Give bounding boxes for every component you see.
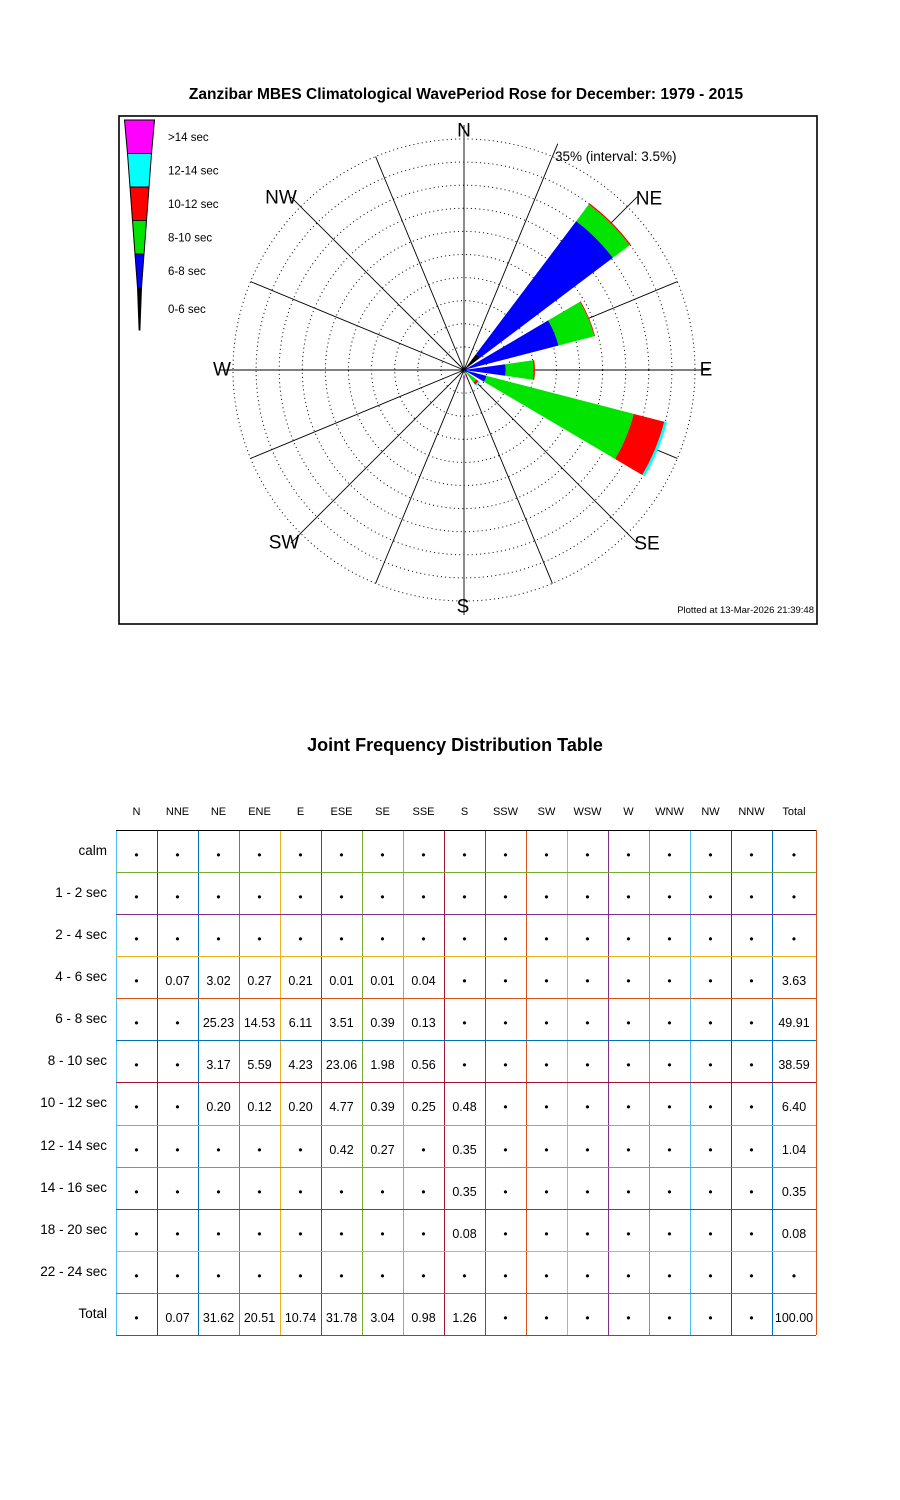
table-cell: • [462, 1016, 467, 1031]
table-cell: • [421, 848, 426, 862]
table-cell: 6.11 [288, 1016, 313, 1031]
table-cell: • [749, 974, 754, 989]
chart-title: Zanzibar MBES Climatological WavePeriod Rose for December: 1979 - 2015 [188, 86, 744, 103]
table-cell: 4.23 [288, 1058, 313, 1073]
table-cell: • [544, 1058, 549, 1073]
grid-line-h [116, 914, 816, 915]
table-row-label: 12 - 14 sec [40, 1137, 107, 1153]
table-cell: 1.98 [370, 1058, 395, 1073]
rose-spoke [376, 157, 464, 370]
table-cell: • [216, 1268, 221, 1283]
grid-line-h [116, 956, 816, 957]
table-cell: 0.56 [411, 1058, 436, 1073]
grid-line-h [116, 1125, 816, 1126]
table-cell: 1.04 [781, 1142, 807, 1157]
table-cell: • [257, 1226, 262, 1241]
table-cell: • [503, 890, 508, 905]
rose-spoke [291, 370, 464, 543]
table-cell: 0.35 [452, 1184, 477, 1199]
table-cell: • [708, 932, 713, 947]
table-cell: • [585, 1058, 590, 1073]
legend-swatch [135, 254, 144, 288]
table-cell: • [175, 1100, 180, 1115]
table-cell: • [544, 1184, 549, 1199]
table-cell: • [503, 1100, 508, 1115]
table-cell: • [380, 1226, 385, 1241]
table-cell: • [749, 1310, 754, 1325]
table-cell: • [503, 848, 508, 862]
table-cell: 1.26 [452, 1310, 477, 1325]
table-cell: • [421, 1226, 426, 1241]
legend-swatch [128, 154, 152, 188]
table-cell: • [667, 1268, 672, 1283]
table-cell: • [175, 1184, 180, 1199]
table-cell: 0.20 [288, 1100, 313, 1115]
table-cell: 0.39 [370, 1100, 395, 1115]
table-cell: • [134, 932, 139, 947]
table-cell: • [503, 1184, 508, 1199]
grid-line-h [116, 1167, 816, 1168]
table-cell: • [175, 1226, 180, 1241]
table-cell: • [544, 890, 549, 905]
table-cell: • [544, 1310, 549, 1325]
table-cell: • [216, 1226, 221, 1241]
table-cell: • [339, 1184, 344, 1199]
table-cell: • [134, 1310, 139, 1325]
table-cell: • [175, 848, 180, 862]
direction-label: S [456, 596, 470, 618]
table-cell: • [667, 1310, 672, 1325]
table-header-cell: WSW [573, 806, 602, 818]
table-cell: • [257, 1268, 262, 1283]
table-cell: • [503, 932, 508, 947]
rose-spoke [251, 282, 464, 370]
table-cell: • [339, 848, 344, 862]
table-header-cell: NW [701, 806, 720, 818]
table-cell: • [708, 1016, 713, 1031]
legend-swatch [125, 120, 155, 154]
table-cell: 25.23 [202, 1016, 235, 1031]
table-cell: • [216, 848, 221, 862]
table-row-label: 18 - 20 sec [40, 1221, 107, 1237]
table-cell: • [667, 1058, 672, 1073]
table-header-cell: E [296, 806, 305, 818]
table-cell: • [585, 974, 590, 989]
legend-swatch [133, 221, 147, 255]
table-cell: 0.35 [781, 1184, 807, 1199]
table-cell: • [175, 1142, 180, 1157]
table-row-label: 14 - 16 sec [40, 1179, 107, 1195]
table-cell: • [708, 1142, 713, 1157]
grid-line-h [116, 1040, 816, 1041]
table-cell: 31.78 [325, 1310, 358, 1325]
table-cell: • [503, 974, 508, 989]
scale-label: 35% (interval: 3.5%) [555, 149, 677, 164]
table-row-label: 8 - 10 sec [47, 1053, 107, 1069]
table-cell: • [462, 974, 467, 989]
table-cell: • [626, 1058, 631, 1073]
rose-petal-segment [463, 375, 465, 378]
table-cell: • [298, 932, 303, 947]
table-cell: • [708, 890, 713, 905]
table-header-cell: ENE [248, 806, 271, 818]
grid-line-h [116, 1293, 816, 1294]
table-cell: 0.20 [206, 1100, 231, 1115]
table-cell: • [544, 1226, 549, 1241]
table-cell: 0.35 [452, 1142, 477, 1157]
table-cell: • [585, 848, 590, 862]
table-cell: • [626, 1268, 631, 1283]
direction-label: E [699, 359, 713, 381]
direction-label: NW [265, 187, 297, 209]
table-cell: 0.27 [370, 1142, 395, 1157]
table-cell: • [462, 932, 467, 947]
table-cell: • [421, 1142, 426, 1157]
table-cell: • [503, 1058, 508, 1073]
rose-spoke [251, 370, 464, 458]
legend-label: >14 sec [168, 131, 209, 144]
table-cell: • [749, 1016, 754, 1031]
table-cell: • [175, 1016, 180, 1031]
table-cell: • [421, 890, 426, 905]
table-cell: • [134, 1268, 139, 1283]
table-cell: 49.91 [778, 1016, 810, 1031]
table-cell: 0.98 [411, 1310, 436, 1325]
table-cell: 0.07 [165, 974, 190, 989]
grid-line-h [116, 872, 816, 873]
table-cell: • [216, 932, 221, 947]
table-cell: • [585, 1184, 590, 1199]
table-cell: • [708, 974, 713, 989]
table-cell: • [626, 1184, 631, 1199]
table-cell: • [175, 890, 180, 905]
table-cell: • [667, 890, 672, 905]
rose-petal-segment [484, 376, 634, 459]
table-cell: • [708, 848, 713, 862]
legend-swatch [130, 187, 149, 221]
table-cell: • [708, 1100, 713, 1115]
table-cell: • [667, 1142, 672, 1157]
grid-line-h [116, 1209, 816, 1210]
table-cell: • [585, 1226, 590, 1241]
table-header-cell: SSW [492, 806, 519, 818]
table-cell: • [503, 1142, 508, 1157]
table-cell: • [134, 848, 139, 862]
table-cell: • [585, 1100, 590, 1115]
table-cell: • [544, 848, 549, 862]
table-cell: 10.74 [284, 1310, 317, 1325]
table-cell: • [791, 1268, 797, 1283]
table-cell: • [175, 932, 180, 947]
rose-petal-segment [505, 360, 533, 379]
table-cell: • [585, 1016, 590, 1031]
table-cell: • [421, 932, 426, 947]
table-cell: • [626, 1100, 631, 1115]
table-cell: • [298, 1142, 303, 1157]
table-header-cell: S [460, 806, 469, 818]
table-cell: • [749, 1268, 754, 1283]
table-cell: • [749, 1058, 754, 1073]
table-cell: • [708, 1226, 713, 1241]
plotted-at-label: Plotted at 13-Mar-2026 21:39:48 [677, 605, 814, 616]
table-cell: • [544, 1016, 549, 1031]
direction-label: SW [268, 532, 300, 554]
table-cell: • [667, 1100, 672, 1115]
table-cell: • [134, 1142, 139, 1157]
table-cell: • [585, 1268, 590, 1283]
table-cell: • [626, 932, 631, 947]
table-cell: • [667, 1226, 672, 1241]
table-cell: 3.17 [206, 1058, 231, 1073]
table-cell: • [339, 890, 344, 905]
table-cell: 0.08 [781, 1226, 807, 1241]
table-cell: • [380, 1184, 385, 1199]
table-cell: • [298, 890, 303, 905]
table-row-label: 2 - 4 sec [55, 927, 107, 943]
grid-line-h [116, 830, 816, 831]
rose-spoke [376, 370, 464, 583]
table-cell: • [749, 1184, 754, 1199]
table-cell: • [380, 1268, 385, 1283]
table-cell: • [134, 1226, 139, 1241]
table-cell: • [544, 1142, 549, 1157]
table-cell: 0.04 [411, 974, 436, 989]
table-cell: • [175, 1058, 180, 1073]
table-cell: 100.00 [774, 1310, 814, 1325]
table-header-cell: SE [375, 806, 390, 818]
table-cell: 4.77 [329, 1100, 354, 1115]
table-cell: • [544, 974, 549, 989]
direction-label: W [213, 359, 231, 381]
table-row-label: calm [78, 843, 107, 858]
legend-label: 12-14 sec [168, 165, 219, 178]
legend-swatch [138, 288, 142, 331]
table-cell: • [257, 890, 262, 905]
table-cell: 14.53 [243, 1016, 276, 1031]
table-cell: • [626, 1142, 631, 1157]
table-cell: • [134, 1058, 139, 1073]
grid-line-h [116, 1335, 816, 1336]
table-cell: • [216, 890, 221, 905]
table-cell: • [298, 1184, 303, 1199]
table-cell: • [626, 848, 631, 862]
table-cell: • [216, 1142, 221, 1157]
table-row-label: 6 - 8 sec [55, 1011, 107, 1027]
direction-label: NE [635, 188, 663, 210]
table-header-cell: SW [537, 806, 556, 818]
table-cell: • [462, 890, 467, 905]
table-header-cell: W [623, 806, 634, 818]
table-cell: • [380, 848, 385, 862]
table-cell: • [626, 974, 631, 989]
table-cell: • [134, 890, 139, 905]
table-cell: • [749, 1142, 754, 1157]
table-cell: • [708, 1184, 713, 1199]
table-cell: • [626, 890, 631, 905]
grid-line-v [816, 830, 817, 1335]
table-cell: • [462, 848, 467, 862]
table-cell: • [791, 932, 797, 947]
table-row-label: Total [78, 1305, 107, 1321]
table-cell: • [749, 890, 754, 905]
table-row-label: 22 - 24 sec [40, 1263, 107, 1279]
grid-line-h [116, 998, 816, 999]
direction-label: SE [634, 533, 660, 555]
table-cell: 0.08 [452, 1226, 477, 1241]
table-cell: • [791, 890, 797, 905]
table-cell: • [667, 848, 672, 862]
table-cell: • [667, 932, 672, 947]
table-cell: • [257, 932, 262, 947]
table-cell: • [585, 1142, 590, 1157]
table-cell: 31.62 [202, 1310, 235, 1325]
table-cell: 0.07 [165, 1310, 190, 1325]
direction-label: N [457, 120, 471, 142]
table-cell: • [791, 848, 797, 862]
table-cell: 0.12 [247, 1100, 272, 1115]
table-cell: • [749, 932, 754, 947]
table-cell: • [339, 932, 344, 947]
table-cell: • [708, 1058, 713, 1073]
table-cell: • [257, 1184, 262, 1199]
legend-label: 6-8 sec [168, 265, 206, 278]
table-cell: • [503, 1268, 508, 1283]
legend-label: 8-10 sec [168, 232, 213, 245]
table-cell: • [134, 974, 139, 989]
table-cell: • [134, 1184, 139, 1199]
table-row-label: 4 - 6 sec [55, 969, 107, 985]
table-cell: 0.01 [370, 974, 395, 989]
table-cell: • [749, 1226, 754, 1241]
table-cell: 3.02 [206, 974, 231, 989]
table-header-cell: NNW [738, 806, 765, 818]
table-cell: • [298, 1226, 303, 1241]
table-row-label: 10 - 12 sec [40, 1095, 107, 1111]
table-cell: • [667, 1184, 672, 1199]
table-cell: • [175, 1268, 180, 1283]
table-cell: 0.25 [411, 1100, 436, 1115]
table-cell: 0.01 [329, 974, 354, 989]
table-header-cell: NNE [165, 806, 190, 818]
table-cell: 0.39 [370, 1016, 395, 1031]
table-header-cell: N [132, 806, 141, 818]
table-cell: 6.40 [781, 1100, 807, 1115]
table-cell: • [257, 1142, 262, 1157]
table-cell: • [708, 1268, 713, 1283]
table-cell: • [503, 1310, 508, 1325]
table-cell: • [585, 1310, 590, 1325]
table-cell: • [544, 1100, 549, 1115]
table-header-cell: Total [782, 806, 806, 818]
rose-spoke [291, 197, 464, 370]
table-cell: • [462, 1268, 467, 1283]
legend-label: 10-12 sec [168, 198, 219, 211]
table-cell: • [544, 1268, 549, 1283]
table-cell: • [216, 1184, 221, 1199]
table-cell: • [134, 1016, 139, 1031]
table-header-cell: SSE [412, 806, 435, 818]
table-cell: • [421, 1184, 426, 1199]
grid-line-h [116, 1251, 816, 1252]
wave-rose-plot [118, 115, 818, 625]
table-cell: • [134, 1100, 139, 1115]
grid-line-h [116, 1082, 816, 1083]
table-header-cell: ESE [330, 806, 353, 818]
table-title: Joint Frequency Distribution Table [307, 735, 603, 755]
table-cell: • [749, 1100, 754, 1115]
legend-label: 0-6 sec [168, 303, 206, 316]
table-cell: • [339, 1226, 344, 1241]
table-cell: • [421, 1268, 426, 1283]
table-cell: 5.59 [247, 1058, 272, 1073]
table-cell: • [667, 1016, 672, 1031]
table-cell: • [585, 932, 590, 947]
table-cell: 0.21 [288, 974, 313, 989]
table-cell: • [544, 932, 549, 947]
table-cell: • [626, 1016, 631, 1031]
table-header-cell: WNW [655, 806, 684, 818]
table-cell: 0.13 [411, 1016, 436, 1031]
table-cell: 0.48 [452, 1100, 477, 1115]
table-cell: 3.63 [781, 974, 807, 989]
table-cell: • [380, 932, 385, 947]
legend [125, 120, 219, 330]
table-row-label: 1 - 2 sec [55, 885, 107, 901]
table-cell: • [667, 974, 672, 989]
table-cell: 23.06 [325, 1058, 358, 1073]
table-cell: • [298, 1268, 303, 1283]
table-cell: • [708, 1310, 713, 1325]
table-cell: • [503, 1016, 508, 1031]
table-cell: • [462, 1058, 467, 1073]
table-cell: • [585, 890, 590, 905]
table-cell: • [626, 1310, 631, 1325]
table-cell: 0.42 [329, 1142, 354, 1157]
table-cell: • [749, 848, 754, 862]
table-header-cell: NE [210, 806, 227, 818]
rose-petal-segment [463, 373, 465, 375]
table-cell: • [339, 1268, 344, 1283]
table-cell: • [257, 848, 262, 862]
table-cell: • [380, 890, 385, 905]
table-cell: 3.51 [329, 1016, 354, 1031]
table-cell: 38.59 [778, 1058, 810, 1073]
table-cell: • [503, 1226, 508, 1241]
table-cell: 20.51 [243, 1310, 276, 1325]
table-cell: • [298, 848, 303, 862]
table-cell: • [626, 1226, 631, 1241]
table-cell: 3.04 [370, 1310, 395, 1325]
table-cell: 0.27 [247, 974, 272, 989]
